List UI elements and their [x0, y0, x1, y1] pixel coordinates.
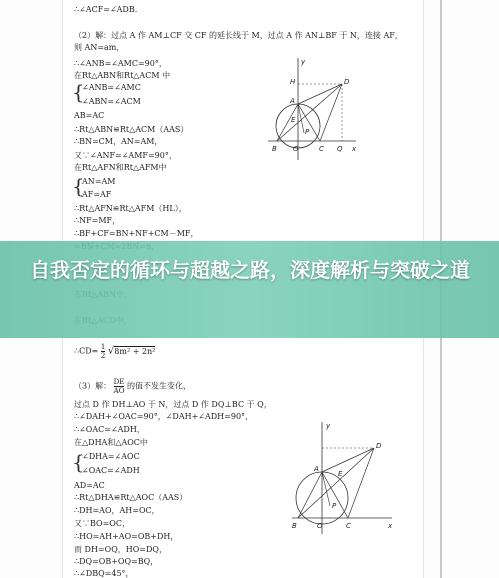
label-c: C [319, 145, 324, 153]
solution-line: 则 AN=am， [74, 43, 125, 52]
segment-bd [277, 84, 342, 141]
label-d: D [344, 78, 350, 86]
q3-fraction-den: AO [113, 387, 125, 395]
solution-line: AB=AC [74, 111, 105, 120]
solution-line: ∴Rt△DHA≌Rt△AOC（AAS） [74, 493, 188, 502]
solution-line: AN=AM [82, 177, 116, 186]
cd-fraction-den: 2 [100, 352, 106, 360]
segment-ap [322, 472, 330, 506]
solution-line: ∴NF=MF， [74, 216, 121, 225]
q3-fraction [114, 378, 125, 395]
solution-line: ∴DH=AO，AH=OC， [74, 506, 160, 515]
solution-line: ∴BN=CM，AN=AM， [74, 137, 163, 146]
solution-line: ∴∠DAH+∠OAC=90°，∠DAH+∠ADH=90°， [74, 412, 254, 421]
solution-line: ∠DHA=∠AOC [82, 452, 140, 461]
solution-line: ∴Rt△AFN≌Rt△AFM（HL）， [74, 204, 187, 213]
label-y: y [326, 422, 331, 430]
q3-fraction-num: DE [113, 378, 125, 386]
cd-fraction-num: 1 [100, 343, 106, 351]
solution-line: ∠ANB=∠AMC [82, 83, 141, 92]
label-b: B [292, 522, 297, 530]
solution-line: 过点 D 作 DH⊥AO 于 N，过点 D 作 DQ⊥BC 于 Q， [74, 400, 272, 409]
solution-line: 而 DH=OQ，HO=DQ， [74, 545, 167, 554]
label-y: y [301, 58, 306, 66]
geometry-figure-1 [264, 56, 364, 162]
label-a: A [290, 97, 295, 105]
q3-label: （3）解： [74, 381, 112, 391]
solution-line: ∠OAC=∠ADH [82, 466, 140, 475]
solution-line: ∴∠ANB=∠AMC=90°， [74, 59, 167, 68]
cd-formula [74, 343, 155, 360]
cd-label: ∴CD= [74, 346, 99, 356]
label-o: O [293, 145, 299, 153]
solution-line: ∴∠OAC=∠ADH， [74, 425, 145, 434]
solution-line: 又∵BO=OC， [74, 519, 130, 528]
label-p: P [305, 128, 310, 136]
banner-title: 自我否定的循环与超越之路，深度解析与突破之道 [30, 258, 470, 282]
solution-line: ∴HO=AH+AO=OB+DH， [74, 532, 179, 541]
q3-text: 的值不发生变化， [126, 381, 191, 391]
solution-line: ∠ABN=∠ACM [82, 97, 141, 106]
solution-line: 在Rt△ABN和Rt△ACM 中 [74, 71, 171, 80]
segment-ac [322, 472, 348, 518]
label-q: Q [337, 145, 343, 153]
solution-line: ∴Rt△ABN≌Rt△ACM（AAS） [74, 125, 189, 134]
label-e: E [338, 470, 343, 478]
label-c: C [346, 522, 351, 530]
solution-line: ∴DQ=OB+OQ=BQ， [74, 557, 159, 566]
label-x: x [388, 522, 393, 530]
label-x: x [352, 145, 357, 153]
geometry-figure-2 [288, 418, 398, 536]
label-p: P [332, 502, 337, 510]
solution-line: （2）解：过点 A 作 AM⊥CF 交 CF 的延长线于 M，过点 A 作 AN⊥BF 于 N，连接 AF， [74, 31, 403, 40]
label-o: O [317, 522, 323, 530]
segment-ab [298, 472, 322, 518]
solution-line: AD=AC [74, 481, 105, 490]
solution-line: ∴∠DBQ=45°， [74, 569, 134, 578]
label-h: H [290, 78, 296, 86]
q3-header [74, 378, 191, 395]
sqrt-sign: √ [107, 345, 115, 357]
label-d: D [376, 442, 382, 450]
system-brace: { [72, 80, 85, 104]
label-b: B [272, 145, 277, 153]
cd-radicand: 8m² + 2n² [114, 346, 156, 356]
solution-line: 又∵∠ANF=∠AMF=90°， [74, 151, 177, 160]
solution-line: ∴∠ACF=∠ADB. [74, 5, 138, 14]
cd-fraction [101, 343, 105, 360]
solution-line: 在△DHA和△AOC中 [74, 438, 148, 447]
label-a: A [314, 465, 319, 473]
system-brace: { [72, 450, 85, 474]
solution-line: AF=AF [82, 190, 112, 199]
system-brace: { [72, 174, 85, 198]
label-e: E [291, 116, 296, 124]
solution-line: 在Rt△AFN和Rt△AFM中 [74, 163, 167, 172]
solution-line: ∴BF+CF=BN+NF+CM－MF， [74, 229, 199, 238]
